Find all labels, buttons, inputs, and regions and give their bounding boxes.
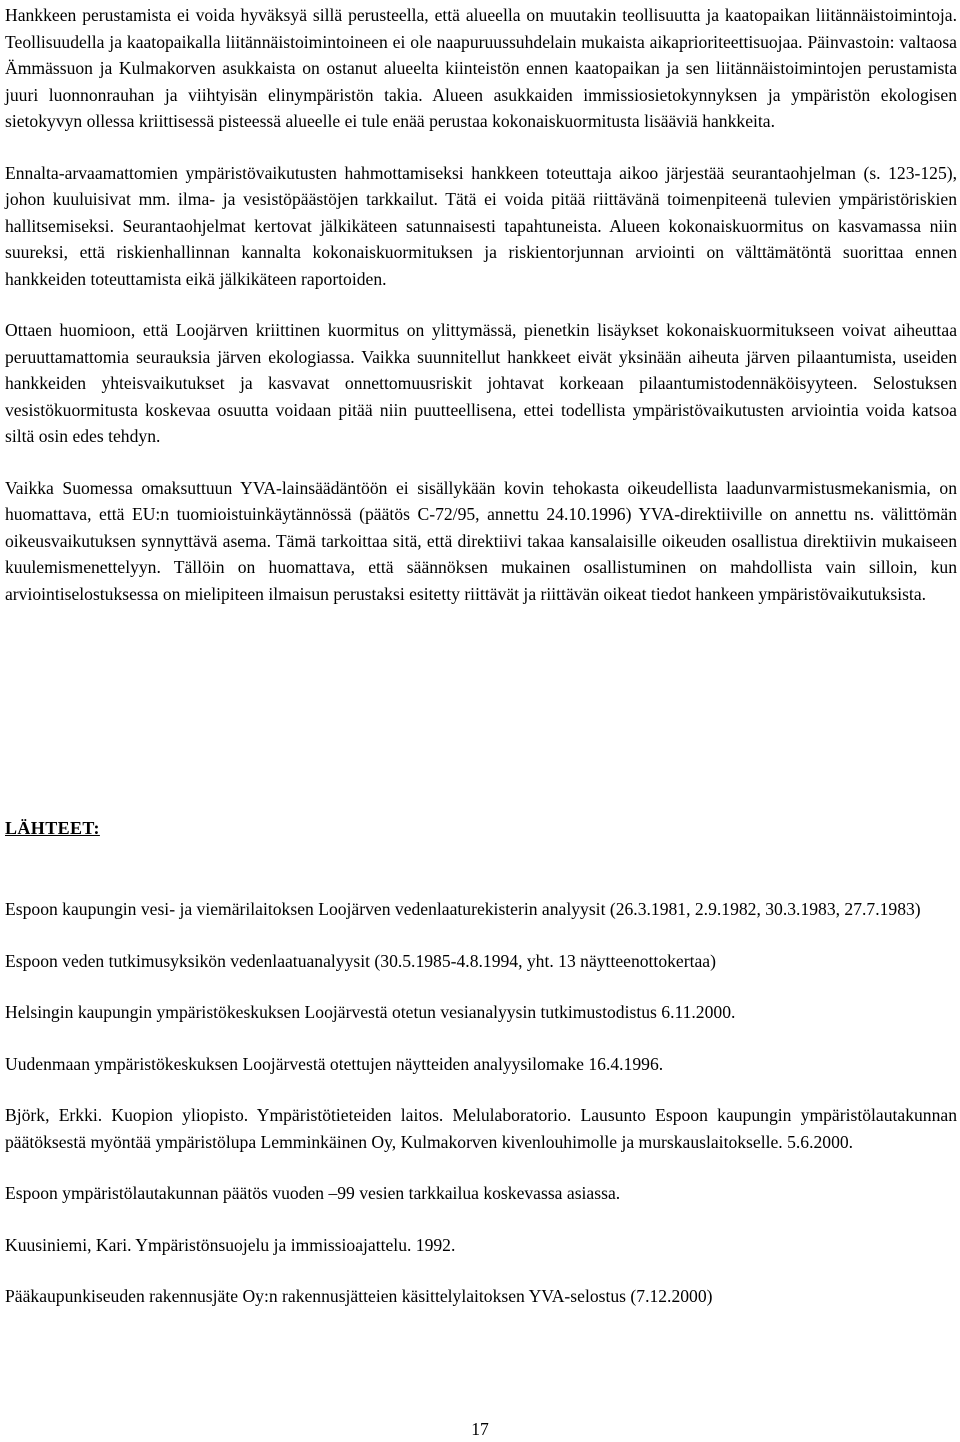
paragraph: Ottaen huomioon, että Loojärven kriittinen kuormitus on ylittymässä, pienetkin lisäykset kokonaiskuormitukseen voivat aiheuttaa peruuttamattomia seurauksia järven ekologiassa. Vaikka suunnitellut hankkeet eivät yksinään aiheuta järven pilaantumista, useiden hankkeiden yhteisvaikutukset ja kasvavat onnettomuusriskit johtavat korkeaan pilaantumistodennäköisyyteen. Selostuksen vesistökuormitusta koskevaa osuutta voidaan pitää niin puutteellisena, ettei todellista ympäristövaikutusten arviointia voida katsoa siltä osin edes tehdyn. (5, 320, 957, 446)
reference-item: Uudenmaan ympäristökeskuksen Loojärvestä otettujen näytteiden analyysilomake 16.4.1996. (5, 1053, 664, 1074)
document-body (5, 2, 957, 607)
paragraph: Ennalta-arvaamattomien ympäristövaikutusten hahmottamiseksi hankkeen toteuttaja aikoo järjestää seurantaohjelman (s. 123-125), johon kuuluisivat mm. ilma- ja vesistöpäästöjen tarkkailut. Tätä ei voida pitää riittävänä toimenpiteenä tulevien ympäristöriskien hallitsemiseksi. Seurantaohjelmat kertovat jälkikäteen satunnaisesti tapahtuneista. Alueen kokonaiskuormitus on kasvamassa niin suureksi, että riskienhallinnan kannalta kokonaiskuormituksen ja riskientorjunnan arviointi on välttämätöntä suorittaa ennen hankkeiden toteuttamista eikä jälkikäteen raportoiden. (5, 162, 957, 289)
reference-item: Espoon veden tutkimusyksikön vedenlaatuanalyysit (30.5.1985-4.8.1994, yht. 13 näytteenottokertaa) (5, 950, 716, 971)
reference-item: Björk, Erkki. Kuopion yliopisto. Ympäristötieteiden laitos. Melulaboratorio. Lausunto Espoon kaupungin ympäristölautakunnan päätöksestä myöntää ympäristölupa Lemminkäinen Oy, Kulmakorven kivenlouhimolle ja murskauslaitokselle. 5.6.2000. (5, 1105, 957, 1152)
references-list (5, 896, 957, 1310)
page-number: 17 (471, 1419, 489, 1439)
reference-item: Pääkaupunkiseuden rakennusjäte Oy:n rakennusjätteien käsittelylaitoksen YVA-selostus (7.12.2000) (5, 1286, 713, 1306)
reference-item: Espoon ympäristölautakunnan päätös vuoden –99 vesien tarkkailua koskevassa asiassa. (5, 1183, 621, 1203)
paragraph: Vaikka Suomessa omaksuttuun YVA-lainsäädäntöön ei sisällykään kovin tehokasta oikeudellista laadunvarmistusmekanismia, on huomattava, että EU:n tuomioistuinkäytännössä (päätös C-72/95, annettu 24.10.1996) YVA-direktiiville on annettu ns. välittömän oikeusvaikutuksen synnyttävä asema. Tämä tarkoittaa sitä, että direktiivi takaa kansalaisille oikeuden osallistua direktiivin mukaiseen kuulemismenettelyyn. Tällöin on huomattava, että säännöksen mukainen osallistuminen on mahdollista vain silloin, kun arviointiselostuksessa on mielipiteen ilmaisun perustaksi esitetty riittävät ja riittävän oikeat tiedot hankeen ympäristövaikutuksista. (5, 477, 957, 604)
reference-item: Kuusiniemi, Kari. Ympäristönsuojelu ja immissioajattelu. 1992. (5, 1234, 456, 1255)
references-heading: LÄHTEET: (5, 818, 100, 838)
reference-item: Espoon kaupungin vesi- ja viemärilaitoksen Loojärven vedenlaaturekisterin analyysit (26.3.1981, 2.9.1982, 30.3.1983, 27.7.1983) (5, 899, 921, 919)
reference-item: Helsingin kaupungin ympäristökeskuksen Loojärvestä otetun vesianalyysin tutkimustodistus 6.11.2000. (5, 1002, 736, 1022)
paragraph: Hankkeen perustamista ei voida hyväksyä sillä perusteella, että alueella on muutakin teollisuutta ja kaatopaikan liitännäistoimintoja. Teollisuudella ja kaatopaikalla liitännäistoimintoineen ei ole naapuruussuhdelain mukaista aikaprioriteettisuojaa. Päinvastoin: valtaosa Ämmässuon ja Kulmakorven asukkaista on ostanut alueelta kiinteistön ennen kaatopaikan ja sen liitännäistoimintojen perustamista juuri luonnonrauhan ja viihtyisän elinympäristön takia. Alueen asukkaiden immissiosietokynnyksen ja ympäristön ekologisen sietokyvyn ollessa kriittisessä pisteessä alueelle ei tule enää perustaa kokonaiskuormitusta lisääviä hankkeita. (5, 5, 957, 131)
